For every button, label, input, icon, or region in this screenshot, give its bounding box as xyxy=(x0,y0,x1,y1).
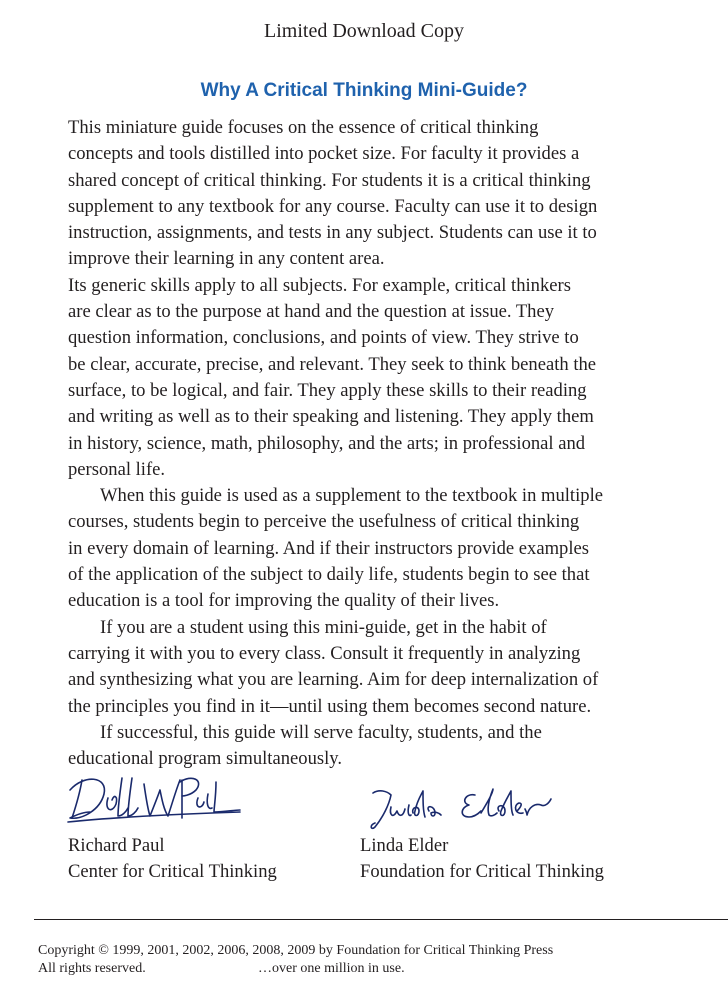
body-text xyxy=(68,115,668,772)
signer-left-org: Center for Critical Thinking xyxy=(68,861,277,882)
richard-paul-signature xyxy=(64,768,244,828)
body-line: supplement to any textbook for any course. Faculty can use it to design xyxy=(68,195,598,217)
body-line: in history, science, math, philosophy, and the arts; in professional and xyxy=(68,432,586,454)
linda-elder-signature xyxy=(365,783,555,835)
footer-divider xyxy=(34,919,728,920)
footer-copyright: Copyright © 1999, 2001, 2002, 2006, 2008, 2009 by Foundation for Critical Thinking Press xyxy=(38,943,554,958)
body-line: carrying it with you to every class. Consult it frequently in analyzing xyxy=(68,642,581,664)
body-line: Its generic skills apply to all subjects. For example, critical thinkers xyxy=(68,274,571,296)
body-line: and writing as well as to their speaking and listening. They apply them xyxy=(68,406,594,428)
body-line: educational program simultaneously. xyxy=(68,748,343,770)
body-line: shared concept of critical thinking. For students it is a critical thinking xyxy=(68,169,591,191)
signer-left-block xyxy=(68,833,277,885)
body-line: If you are a student using this mini-guide, get in the habit of xyxy=(100,616,547,638)
body-line: surface, to be logical, and fair. They apply these skills to their reading xyxy=(68,379,587,401)
body-line: When this guide is used as a supplement to the textbook in multiple xyxy=(100,485,603,507)
signer-left-name: Richard Paul xyxy=(68,835,165,856)
body-line: instruction, assignments, and tests in any subject. Students can use it to xyxy=(68,222,597,244)
body-line: concepts and tools distilled into pocket size. For faculty it provides a xyxy=(68,143,580,165)
body-line: question information, conclusions, and points of view. They strive to xyxy=(68,327,579,349)
body-line: are clear as to the purpose at hand and the question at issue. They xyxy=(68,301,555,323)
body-line: improve their learning in any content area. xyxy=(68,248,385,270)
body-line: courses, students begin to perceive the usefulness of critical thinking xyxy=(68,511,580,533)
footer-usage: …over one million in use. xyxy=(258,961,405,976)
body-line: of the application of the subject to daily life, students begin to see that xyxy=(68,564,590,586)
signer-right-org: Foundation for Critical Thinking xyxy=(360,861,604,882)
body-line: This miniature guide focuses on the essence of critical thinking xyxy=(68,117,539,138)
body-line: the principles you find in it—until using them becomes second nature. xyxy=(68,695,592,717)
signer-right-name: Linda Elder xyxy=(360,835,449,856)
body-line: education is a tool for improving the quality of their lives. xyxy=(68,590,500,612)
page-title: Why A Critical Thinking Mini-Guide? xyxy=(200,80,528,101)
body-line: personal life. xyxy=(68,458,166,480)
body-line: If successful, this guide will serve faculty, students, and the xyxy=(100,721,542,743)
footer-rights: All rights reserved. xyxy=(38,961,146,976)
signer-right-block xyxy=(360,833,604,885)
watermark-text: Limited Download Copy xyxy=(264,20,464,42)
body-line: and synthesizing what you are learning. Aim for deep internalization of xyxy=(68,669,599,691)
body-line: be clear, accurate, precise, and relevant. They seek to think beneath the xyxy=(68,353,597,375)
body-line: in every domain of learning. And if their instructors provide examples xyxy=(68,537,590,559)
